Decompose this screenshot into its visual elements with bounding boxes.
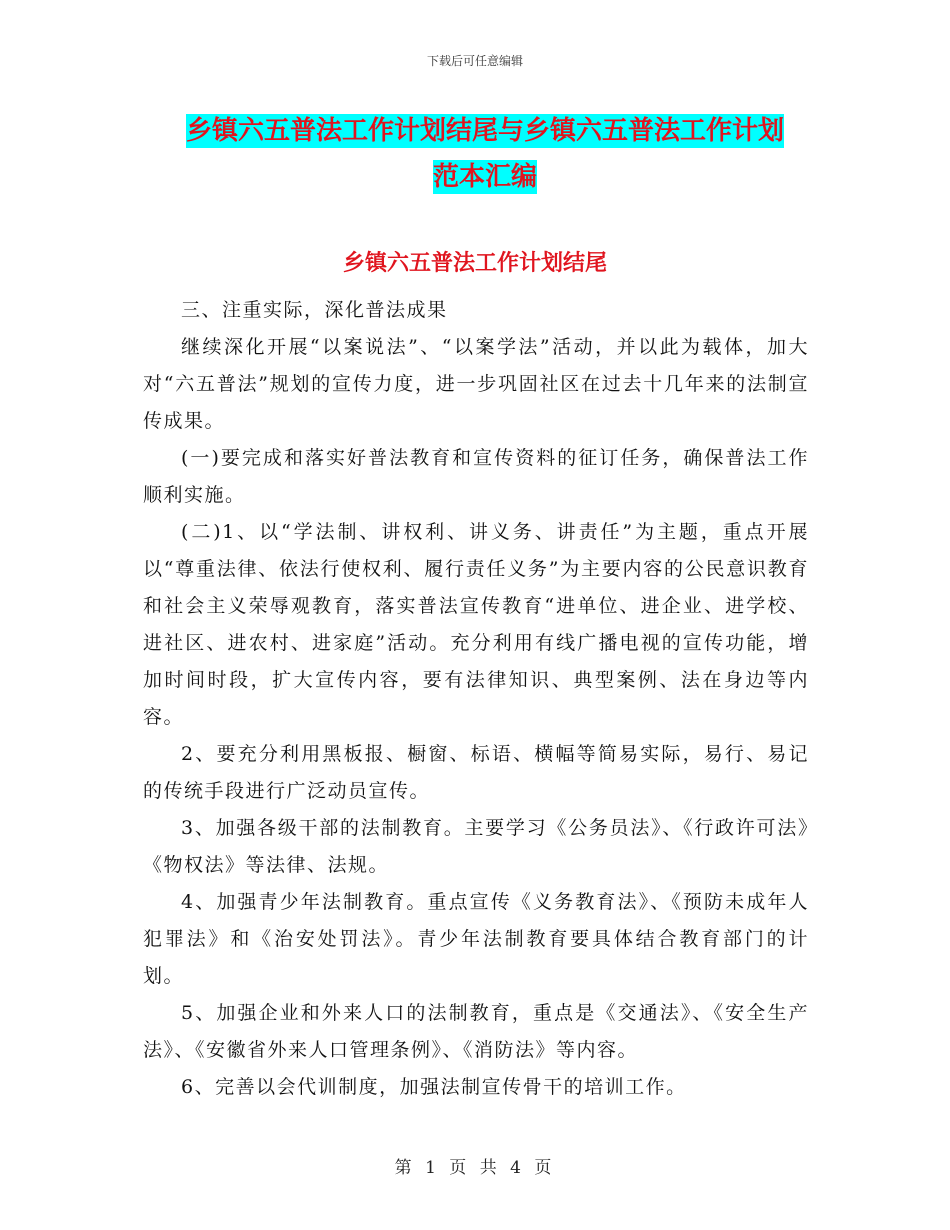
document-title	[140, 108, 830, 200]
page-number: 第 1 页 共 4 页	[394, 1158, 556, 1178]
paragraph: 三、注重实际，深化普法成果	[181, 299, 448, 321]
document-body	[143, 292, 809, 1106]
paragraph: 继续深化开展“以案说法”、“以案学法”活动，并以此为载体，加大对“六五普法”规划的宣传力度，进一步巩固社区在过去十几年来的法制宣传成果。	[143, 336, 809, 432]
document-title-line2: 范本汇编	[432, 162, 537, 192]
header-note: 下载后可任意编辑	[426, 54, 523, 68]
paragraph: 5、加强企业和外来人口的法制教育，重点是《交通法》、《安全生产法》、《安徽省外来人口管理条例》、《消防法》等内容。	[143, 1002, 809, 1061]
paragraph: 3、加强各级干部的法制教育。主要学习《公务员法》、《行政许可法》《物权法》等法律、法规。	[143, 817, 809, 876]
paragraph: (一)要完成和落实好普法教育和宣传资料的征订任务，确保普法工作顺利实施。	[143, 447, 809, 506]
paragraph: 4、加强青少年法制教育。重点宣传《义务教育法》、《预防未成年人犯罪法》和《治安处罚法》。青少年法制教育要具体结合教育部门的计划。	[143, 891, 809, 987]
paragraph: 6、完善以会代训制度，加强法制宣传骨干的培训工作。	[181, 1076, 687, 1098]
document-title-line1: 乡镇六五普法工作计划结尾与乡镇六五普法工作计划	[185, 116, 784, 146]
paragraph: (二)1、以“学法制、讲权利、讲义务、讲责任”为主题，重点开展以“尊重法律、依法行使权利、履行责任义务”为主要内容的公民意识教育和社会主义荣辱观教育，落实普法宣传教育“进单位、进企业、进学校、进社区、进农村、进家庭”活动。充分利用有线广播电视的宣传功能，增加时间时段，扩大宣传内容，要有法律知识、典型案例、法在身边等内容。	[143, 521, 809, 728]
paragraph: 2、要充分利用黑板报、橱窗、标语、横幅等简易实际，易行、易记的传统手段进行广泛动员宣传。	[143, 743, 809, 802]
section-title: 乡镇六五普法工作计划结尾	[342, 251, 607, 276]
